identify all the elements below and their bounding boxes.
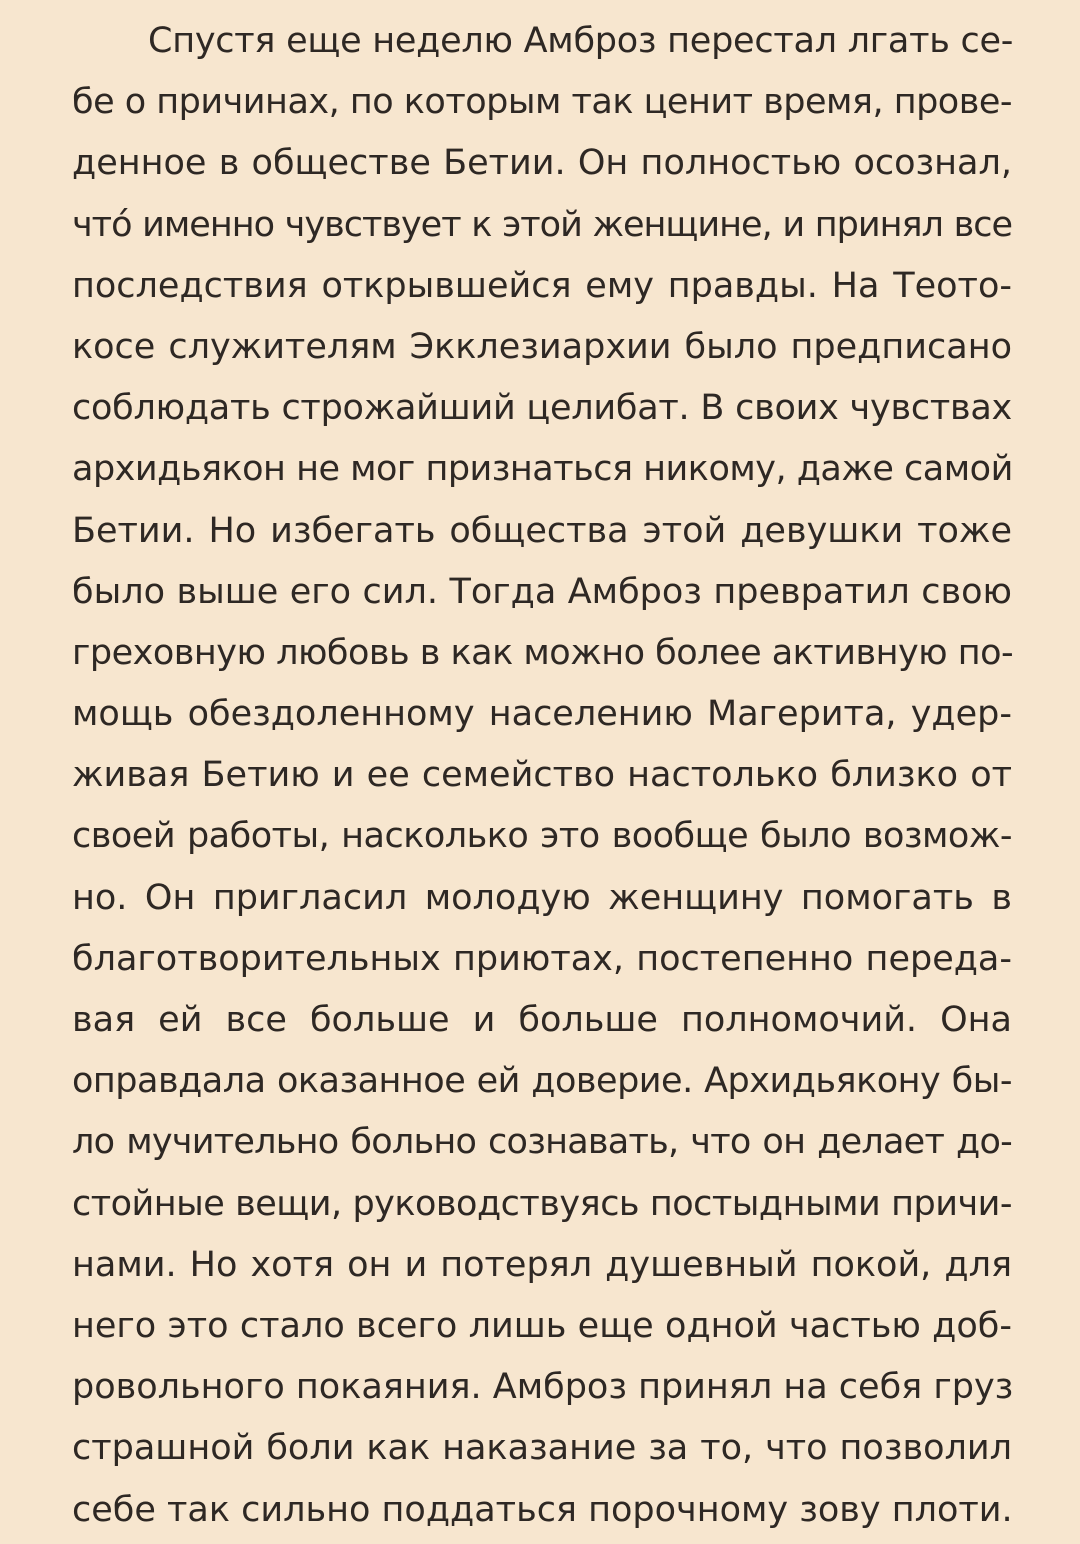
- text-line: своей работы, насколько это вообще было возмож-: [72, 816, 1012, 857]
- text-line: страшной боли как наказание за то, что позволил: [72, 1428, 1012, 1469]
- text-line: благотворительных приютах, постепенно переда-: [72, 938, 1012, 979]
- text-line: ровольного покаяния. Амброз принял на себя груз: [72, 1367, 1014, 1408]
- text-paragraph: [72, 11, 1012, 1541]
- reader-page: [72, 11, 1012, 1541]
- text-line: бе о причинах, по которым так ценит время, прове-: [72, 82, 1012, 123]
- text-line: соблюдать строжайший целибат. В своих чувствах: [72, 388, 1012, 429]
- text-line: ло мучительно больно сознавать, что он делает до-: [72, 1122, 1012, 1163]
- text-line: греховную любовь в как можно более активную по-: [72, 632, 1014, 673]
- text-line: косе служителям Экклезиархии было предписано: [72, 326, 1012, 367]
- text-line: Бетии. Но избегать общества этой девушки тоже: [72, 510, 1012, 551]
- text-line: себе так сильно поддаться порочному зову плоти.: [72, 1489, 1013, 1530]
- text-line: него это стало всего лишь еще одной частью доб-: [72, 1305, 1012, 1346]
- text-line: архидьякон не мог признаться никому, даже самой: [72, 449, 1013, 490]
- text-line: нами. Но хотя он и потерял душевный покой, для: [72, 1244, 1012, 1285]
- text-line: последствия открывшейся ему правды. На Теото-: [72, 265, 1012, 306]
- text-line: было выше его сил. Тогда Амброз превратил свою: [72, 571, 1012, 612]
- text-line: но. Он пригласил молодую женщину помогать в: [72, 877, 1012, 918]
- text-line: оправдала оказанное ей доверие. Архидьякону бы-: [72, 1061, 1012, 1102]
- text-line: денное в обществе Бетии. Он полностью осознал,: [72, 143, 1012, 184]
- text-line: Спустя еще неделю Амброз перестал лгать се-: [148, 21, 1014, 61]
- text-line: мощь обездоленному населению Магерита, удер-: [72, 694, 1012, 735]
- text-line: что́ именно чувствует к этой женщине, и принял все: [72, 204, 1012, 245]
- text-line: вая ей все больше и больше полномочий. Она: [72, 1000, 1012, 1040]
- text-line: живая Бетию и ее семейство настолько близко от: [72, 755, 1012, 796]
- text-line: стойные вещи, руководствуясь постыдными причи-: [72, 1183, 1012, 1224]
